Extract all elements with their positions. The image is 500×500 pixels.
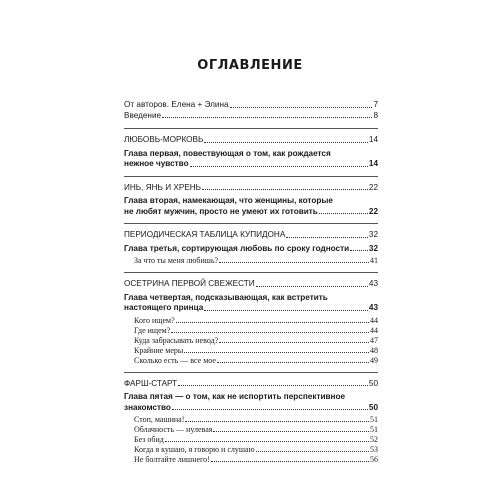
dot-leader — [185, 421, 369, 422]
toc-subentry[interactable] — [124, 356, 378, 366]
toc-section-heading-text: ФАРШ-СТАРТ — [124, 378, 178, 388]
toc-subentry-text: Не болтайте лишнего! — [134, 455, 210, 464]
toc-subentry-page-number: 51 — [370, 415, 378, 424]
toc-section-heading[interactable] — [124, 135, 378, 146]
toc-subentry-page-number: 44 — [370, 325, 378, 335]
toc-chapter[interactable] — [124, 293, 378, 314]
toc-entry-intro-text: От авторов. Елена + Элина — [124, 100, 229, 109]
dot-leader — [213, 431, 369, 432]
toc-chapter-page-number: 32 — [368, 243, 378, 253]
section-divider — [124, 372, 378, 373]
dot-leader — [219, 262, 369, 263]
toc-subentry-text: Куда забрасывать невод? — [134, 335, 219, 345]
toc-subentry[interactable] — [124, 256, 378, 266]
toc-chapter-line: Глава четвертая, подсказывающая, как встретить — [124, 292, 328, 302]
toc-subentry-text: Облачность — нулевая — [134, 425, 213, 434]
toc-subentry[interactable] — [124, 326, 378, 336]
toc-subentry-text: Стоп, машина! — [134, 415, 185, 424]
toc-subentry-page-number: 47 — [370, 335, 378, 345]
toc-section-heading[interactable] — [124, 379, 378, 390]
section-divider — [124, 128, 378, 129]
toc-subentry-page-number: 44 — [370, 315, 378, 325]
dot-leader — [211, 461, 369, 462]
toc-chapter-page-number: 14 — [368, 159, 378, 168]
toc-entry-intro-text: Введение — [124, 110, 162, 120]
toc-chapter-line: Глава вторая, намекающая, что женщины, которые — [124, 196, 333, 205]
toc-entry-intro[interactable] — [124, 111, 378, 122]
dot-leader — [230, 107, 373, 108]
section-divider — [124, 176, 378, 177]
toc-entry-intro-page-number: 8 — [373, 110, 378, 120]
toc-subentry-text: За что ты меня любишь? — [134, 256, 219, 265]
toc-chapter-line: знакомство — [124, 402, 171, 412]
dot-leader — [350, 250, 368, 251]
toc-chapter-line: Глава пятая — о том, как не испортить перспективное — [124, 392, 346, 401]
toc-subentry-page-number: 52 — [370, 435, 378, 444]
toc-subentry-page-number: 49 — [370, 355, 378, 365]
toc-subentry-page-number: 56 — [370, 455, 378, 464]
toc-section-heading[interactable] — [124, 230, 378, 241]
page-title: ОГЛАВЛЕНИЕ — [197, 58, 303, 73]
section-divider — [124, 272, 378, 273]
toc-chapter-page-number: 43 — [368, 303, 378, 312]
toc-section-heading[interactable] — [124, 183, 378, 194]
toc-subentry[interactable] — [124, 455, 378, 465]
dot-leader — [165, 441, 369, 442]
toc-chapter-page-number: 22 — [368, 206, 378, 216]
dot-leader — [202, 189, 368, 190]
toc-subentry[interactable] — [124, 435, 378, 445]
dot-leader — [256, 286, 368, 287]
toc-subentry[interactable] — [124, 316, 378, 326]
toc-subentry[interactable] — [124, 425, 378, 435]
toc-chapter-line: настоящего принца — [124, 303, 204, 312]
toc-subentry[interactable] — [124, 415, 378, 425]
toc-chapter-line: нежное чувство — [124, 159, 189, 168]
dot-leader — [176, 322, 369, 323]
toc-chapter[interactable] — [124, 392, 378, 413]
toc-chapter-page-number: 50 — [368, 402, 378, 412]
toc-section-heading-text: ПЕРИОДИЧЕСКАЯ ТАБЛИЦА КУПИДОНА — [124, 230, 286, 239]
dot-leader — [217, 362, 369, 363]
toc-section-heading-page-number: 32 — [368, 230, 378, 239]
dot-leader — [319, 213, 368, 214]
toc-subentry-page-number: 51 — [370, 425, 378, 434]
toc-chapter-line: не любят мужчин, просто не умеют их готовить — [124, 206, 318, 216]
toc-section-heading-page-number: 14 — [368, 135, 378, 144]
toc-chapter[interactable] — [124, 244, 378, 255]
toc-entry-intro-page-number: 7 — [373, 100, 378, 109]
dot-leader — [190, 166, 368, 167]
toc-subentry-page-number: 48 — [370, 345, 378, 355]
toc-subentry-page-number: 41 — [370, 256, 378, 265]
dot-leader — [178, 385, 368, 386]
toc-section-heading-page-number: 22 — [368, 182, 378, 192]
toc-subentry[interactable] — [124, 336, 378, 346]
toc-chapter[interactable] — [124, 196, 378, 217]
toc-subentry-page-number: 53 — [370, 445, 378, 454]
toc-section-heading-page-number: 43 — [368, 279, 378, 288]
toc-subentry-text: Сколько есть — все мое — [134, 355, 216, 365]
toc-section-heading-text: ИНЬ, ЯНЬ И ХРЕНЬ — [124, 182, 202, 192]
dot-leader — [204, 310, 368, 311]
dot-leader — [184, 352, 369, 353]
toc-section-heading-page-number: 50 — [368, 378, 378, 388]
toc-subentry[interactable] — [124, 346, 378, 356]
dot-leader — [219, 342, 369, 343]
toc-chapter-line: Глава третья, сортирующая любовь по сроку годности — [124, 243, 350, 253]
toc-subentry-text: Без обид — [134, 435, 164, 444]
section-divider — [124, 223, 378, 224]
table-of-contents — [124, 100, 378, 465]
toc-subentry-text: Кого ищем? — [134, 315, 175, 325]
toc-subentry-text: Когда я кушаю, я говорю и слушаю — [134, 445, 255, 454]
toc-subentry[interactable] — [124, 445, 378, 455]
dot-leader — [256, 451, 369, 452]
dot-leader — [162, 117, 372, 118]
toc-chapter[interactable] — [124, 149, 378, 170]
dot-leader — [171, 332, 369, 333]
toc-section-heading[interactable] — [124, 279, 378, 290]
toc-chapter-line: Глава первая, повествующая о том, как рождается — [124, 148, 331, 158]
dot-leader — [172, 409, 368, 410]
dot-leader — [286, 237, 368, 238]
toc-section-heading-text: ЛЮБОВЬ-МОРКОВЬ — [124, 135, 204, 144]
toc-section-heading-text: ОСЕТРИНА ПЕРВОЙ СВЕЖЕСТИ — [124, 279, 255, 288]
dot-leader — [204, 142, 368, 143]
toc-subentry-text: Где ищем? — [134, 325, 171, 335]
toc-subentry-text: Крайние меры — [134, 345, 184, 355]
toc-entry-intro[interactable] — [124, 100, 378, 111]
